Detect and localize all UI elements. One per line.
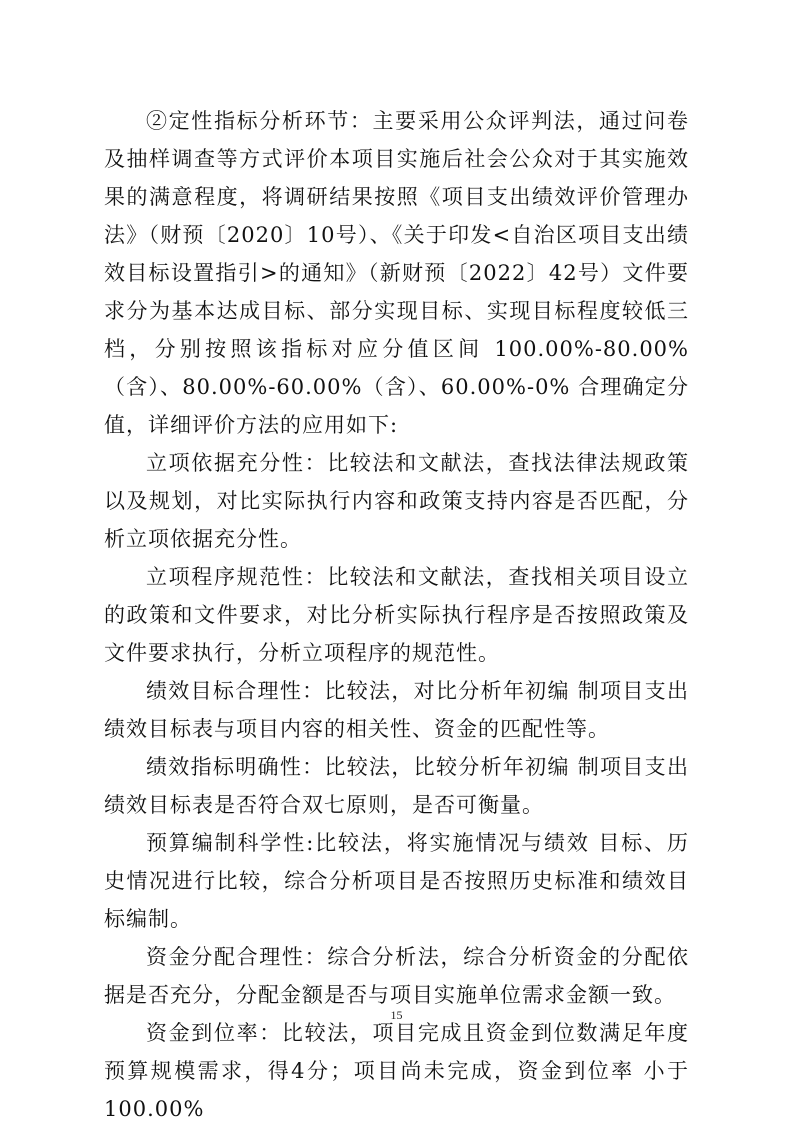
paragraph-fund-allocation: 资金分配合理性：综合分析法，综合分析资金的分配依据是否充分，分配金额是否与项目实施单位需求金额一致。 <box>104 945 689 1007</box>
paragraph-goal-rationality: 绩效目标合理性：比较法，对比分析年初编 制项目支出绩效目标表与项目内容的相关性、资金的匹配性等。 <box>104 679 689 741</box>
paragraph-indicator-clarity: 绩效指标明确性：比较法，比较分析年初编 制项目支出绩效目标表是否符合双七原则，是否可衡量。 <box>104 755 689 817</box>
paragraph-budget-science: 预算编制科学性:比较法，将实施情况与绩效 目标、历史情况进行比较，综合分析项目是否按照历史标准和绩效目标编制。 <box>104 831 689 931</box>
paragraph-fund-arrival-rate: 资金到位率：比较法，项目完成且资金到位数满足年度预算规模需求，得4分；项目尚未完成，资金到位率 小于 100.00% <box>104 1021 689 1121</box>
paragraph-project-procedure: 立项程序规范性：比较法和文献法，查找相关项目设立的政策和文件要求，对比分析实际执行程序是否按照政策及文件要求执行，分析立项程序的规范性。 <box>104 565 689 665</box>
page-number: 15 <box>390 1008 403 1022</box>
paragraph-qualitative-analysis: ②定性指标分析环节：主要采用公众评判法，通过问卷及抽样调查等方式评价本项目实施后社会公众对于其实施效果的满意程度，将调研结果按照《项目支出绩效评价管理办法》（财预〔2020〕10号）、《关于印发<自治区项目支出绩效目标设置指引>的通知》（新财预〔2022〕42号）文件要求分为基本达成目标、部分实现目标、实现目标程度较低三档，分别按照该指标对应分值区间 100.00%-80.00%（含）、80.00%-60.00%（含）、60.00%-0% 合理确定分值，详细评价方法的应用如下: <box>104 109 689 437</box>
document-body <box>104 102 689 1128</box>
paragraph-project-basis: 立项依据充分性：比较法和文献法，查找法律法规政策以及规划，对比实际执行内容和政策支持内容是否匹配，分析立项依据充分性。 <box>104 451 689 551</box>
